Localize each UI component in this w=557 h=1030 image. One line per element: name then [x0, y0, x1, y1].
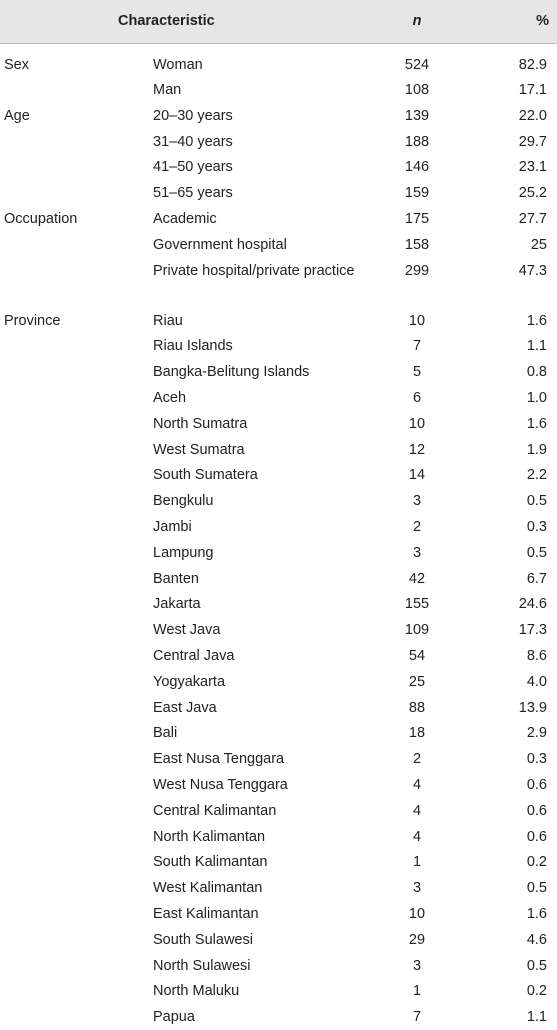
- table-row: [0, 258, 557, 308]
- count-cell: 3: [412, 544, 422, 561]
- subcategory-cell: East Java: [153, 699, 217, 716]
- subcategory-cell: East Kalimantan: [153, 905, 259, 922]
- category-cell: [0, 180, 153, 206]
- category-cell: Province: [4, 312, 61, 329]
- count-cell: 4: [412, 828, 422, 845]
- subcategory-cell: 41–50 years: [153, 159, 233, 176]
- table-row: [0, 514, 557, 540]
- percent-cell: 17.1: [518, 82, 547, 98]
- percent-cell: 1.1: [526, 1009, 547, 1026]
- subcategory-cell: 31–40 years: [153, 133, 233, 150]
- count-cell: 10: [408, 415, 426, 432]
- count-cell: 2: [412, 751, 422, 768]
- subcategory-cell: Academic: [153, 210, 217, 227]
- table-row: [0, 129, 557, 155]
- category-cell: [0, 720, 153, 746]
- percent-cell: 1.0: [526, 389, 547, 406]
- table-row: [0, 849, 557, 875]
- table-row: [0, 824, 557, 850]
- table-row: [0, 103, 557, 129]
- category-cell: [0, 591, 153, 617]
- table-row: [0, 308, 557, 334]
- percent-cell: 27.7: [518, 210, 547, 227]
- count-cell: 7: [412, 338, 422, 355]
- category-cell: [0, 232, 153, 258]
- table-row: [0, 746, 557, 772]
- subcategory-cell: North Kalimantan: [153, 828, 266, 845]
- table-row: [0, 591, 557, 617]
- percent-cell: 0.6: [526, 776, 547, 793]
- category-cell: [0, 617, 153, 643]
- category-cell: [0, 333, 153, 359]
- table-row: [0, 643, 557, 669]
- category-cell: [0, 978, 153, 1004]
- subcategory-cell: Riau Islands: [153, 338, 233, 355]
- category-cell: [0, 669, 153, 695]
- category-cell: [0, 77, 153, 103]
- subcategory-cell: South Sumatera: [153, 467, 258, 484]
- count-cell: 25: [408, 673, 426, 690]
- count-cell: 6: [412, 389, 422, 406]
- category-cell: [0, 643, 153, 669]
- category-cell: [0, 462, 153, 488]
- category-cell: [0, 540, 153, 566]
- percent-cell: 82.9: [518, 56, 547, 73]
- percent-cell: 17.3: [518, 622, 547, 639]
- subcategory-cell: Jakarta: [153, 596, 201, 613]
- count-cell: 146: [404, 159, 430, 176]
- percent-cell: 0.6: [526, 828, 547, 845]
- subcategory-cell: North Sulawesi: [153, 957, 251, 974]
- subcategory-cell: Riau: [153, 312, 183, 329]
- subcategory-cell: Aceh: [153, 389, 187, 406]
- percent-cell: 1.9: [526, 441, 547, 458]
- percent-cell: 1.6: [526, 415, 547, 432]
- subcategory-cell: West Nusa Tenggara: [153, 776, 288, 793]
- percent-cell: 1.6: [526, 905, 547, 922]
- percent-cell: 22.0: [518, 107, 547, 124]
- category-cell: [0, 385, 153, 411]
- count-cell: 7: [412, 1009, 422, 1026]
- table-row: [0, 359, 557, 385]
- table-header: [0, 0, 557, 43]
- table-row: [0, 77, 557, 103]
- table-row: [0, 695, 557, 721]
- table-row: [0, 566, 557, 592]
- n-header: n: [372, 0, 462, 43]
- table-row: [0, 978, 557, 1004]
- subcategory-cell: Central Kalimantan: [153, 802, 277, 819]
- table-row: [0, 953, 557, 979]
- count-cell: 10: [408, 312, 426, 329]
- count-cell: 188: [404, 133, 430, 150]
- count-cell: 175: [404, 210, 430, 227]
- table-row: [0, 333, 557, 359]
- percent-cell: 6.7: [526, 570, 547, 587]
- table-row: [0, 488, 557, 514]
- category-cell: [0, 772, 153, 798]
- count-cell: 3: [412, 957, 422, 974]
- percent-cell: 0.3: [526, 518, 547, 535]
- count-cell: 109: [404, 622, 430, 639]
- percent-cell: 0.2: [526, 983, 547, 1000]
- count-cell: 4: [412, 776, 422, 793]
- count-cell: 88: [408, 699, 426, 716]
- table-row: [0, 437, 557, 463]
- count-cell: 139: [404, 107, 430, 124]
- category-cell: Age: [4, 107, 30, 124]
- table-row: [0, 798, 557, 824]
- count-cell: 14: [408, 467, 426, 484]
- percent-cell: 1.1: [526, 338, 547, 355]
- table-row: [0, 206, 557, 232]
- table-body: [0, 43, 557, 1030]
- subcategory-cell: Woman: [153, 56, 203, 73]
- table-row: [0, 462, 557, 488]
- percent-cell: 13.9: [518, 699, 547, 716]
- percent-cell: 2.9: [526, 725, 547, 742]
- subcategory-cell: Bangka-Belitung Islands: [153, 364, 310, 381]
- percent-cell: 1.6: [526, 312, 547, 329]
- subcategory-cell: South Kalimantan: [153, 854, 268, 871]
- count-cell: 29: [408, 931, 426, 948]
- percent-cell: 25: [530, 236, 547, 253]
- percent-cell: 0.3: [526, 751, 547, 768]
- subcategory-cell: Private hospital/private practice: [153, 262, 355, 279]
- subcategory-cell: 51–65 years: [153, 185, 233, 202]
- table-row: [0, 617, 557, 643]
- table-row: [0, 180, 557, 206]
- count-cell: 524: [404, 56, 430, 73]
- category-cell: [0, 129, 153, 155]
- table-row: [0, 43, 557, 77]
- percent-cell: 25.2: [518, 185, 547, 202]
- percent-cell: 0.5: [526, 957, 547, 974]
- subcategory-cell: Man: [153, 82, 182, 98]
- table-row: [0, 720, 557, 746]
- category-cell: [0, 437, 153, 463]
- category-cell: [0, 824, 153, 850]
- count-cell: 4: [412, 802, 422, 819]
- count-cell: 2: [412, 518, 422, 535]
- count-cell: 155: [404, 596, 430, 613]
- count-cell: 108: [404, 82, 430, 98]
- category-cell: [0, 154, 153, 180]
- percent-cell: 0.5: [526, 880, 547, 897]
- header-row: [0, 0, 557, 43]
- subcategory-cell: East Nusa Tenggara: [153, 751, 285, 768]
- subcategory-cell: North Sumatra: [153, 415, 248, 432]
- percent-cell: 8.6: [526, 647, 547, 664]
- category-cell: [0, 953, 153, 979]
- subcategory-cell: 20–30 years: [153, 107, 233, 124]
- count-cell: 1: [412, 983, 422, 1000]
- percent-cell: 2.2: [526, 467, 547, 484]
- category-cell: [0, 746, 153, 772]
- subcategory-cell: Yogyakarta: [153, 673, 226, 690]
- percent-cell: 29.7: [518, 133, 547, 150]
- category-cell: [0, 849, 153, 875]
- table-row: [0, 385, 557, 411]
- subcategory-cell: South Sulawesi: [153, 931, 253, 948]
- table-row: [0, 875, 557, 901]
- subcategory-cell: North Maluku: [153, 983, 240, 1000]
- table-row: [0, 901, 557, 927]
- percent-cell: 47.3: [518, 262, 547, 279]
- subcategory-cell: Bali: [153, 725, 178, 742]
- percent-cell: 0.5: [526, 544, 547, 561]
- table-row: [0, 540, 557, 566]
- subcategory-cell: West Sumatra: [153, 441, 245, 458]
- category-cell: Sex: [4, 56, 29, 73]
- subcategory-cell: Government hospital: [153, 236, 287, 253]
- count-cell: 3: [412, 493, 422, 510]
- count-cell: 18: [408, 725, 426, 742]
- category-cell: Occupation: [4, 210, 78, 227]
- count-cell: 42: [408, 570, 426, 587]
- percent-cell: 0.6: [526, 802, 547, 819]
- category-cell: [0, 927, 153, 953]
- table-row: [0, 772, 557, 798]
- table-row: [0, 927, 557, 953]
- count-cell: 299: [404, 262, 430, 279]
- table-row: [0, 232, 557, 258]
- percent-cell: 24.6: [518, 596, 547, 613]
- category-cell: [0, 875, 153, 901]
- category-cell: [0, 359, 153, 385]
- percent-cell: 4.6: [526, 931, 547, 948]
- category-cell: [0, 411, 153, 437]
- table-row: [0, 411, 557, 437]
- count-cell: 12: [408, 441, 426, 458]
- subcategory-cell: Papua: [153, 1009, 195, 1026]
- category-cell: [0, 258, 153, 308]
- table-row: [0, 669, 557, 695]
- category-cell: [0, 488, 153, 514]
- category-cell: [0, 566, 153, 592]
- count-cell: 159: [404, 185, 430, 202]
- subcategory-cell: Jambi: [153, 518, 192, 535]
- category-cell: [0, 901, 153, 927]
- percent-cell: 0.8: [526, 364, 547, 381]
- table-row: [0, 154, 557, 180]
- category-cell: [0, 1004, 153, 1030]
- percent-cell: 0.5: [526, 493, 547, 510]
- subcategory-cell: Central Java: [153, 647, 235, 664]
- count-cell: 158: [404, 236, 430, 253]
- characteristic-header: Characteristic: [0, 0, 372, 43]
- count-cell: 3: [412, 880, 422, 897]
- category-cell: [0, 514, 153, 540]
- percent-cell: 4.0: [526, 673, 547, 690]
- count-cell: 5: [412, 364, 422, 381]
- subcategory-cell: West Java: [153, 622, 221, 639]
- subcategory-cell: Banten: [153, 570, 199, 587]
- table-row: [0, 1004, 557, 1030]
- category-cell: [0, 695, 153, 721]
- percent-cell: 0.2: [526, 854, 547, 871]
- subcategory-cell: Bengkulu: [153, 493, 214, 510]
- count-cell: 54: [408, 647, 426, 664]
- count-cell: 1: [412, 854, 422, 871]
- subcategory-cell: West Kalimantan: [153, 880, 263, 897]
- subcategory-cell: Lampung: [153, 544, 214, 561]
- category-cell: [0, 798, 153, 824]
- count-cell: 10: [408, 905, 426, 922]
- percent-header: %: [462, 0, 557, 43]
- percent-cell: 23.1: [518, 159, 547, 176]
